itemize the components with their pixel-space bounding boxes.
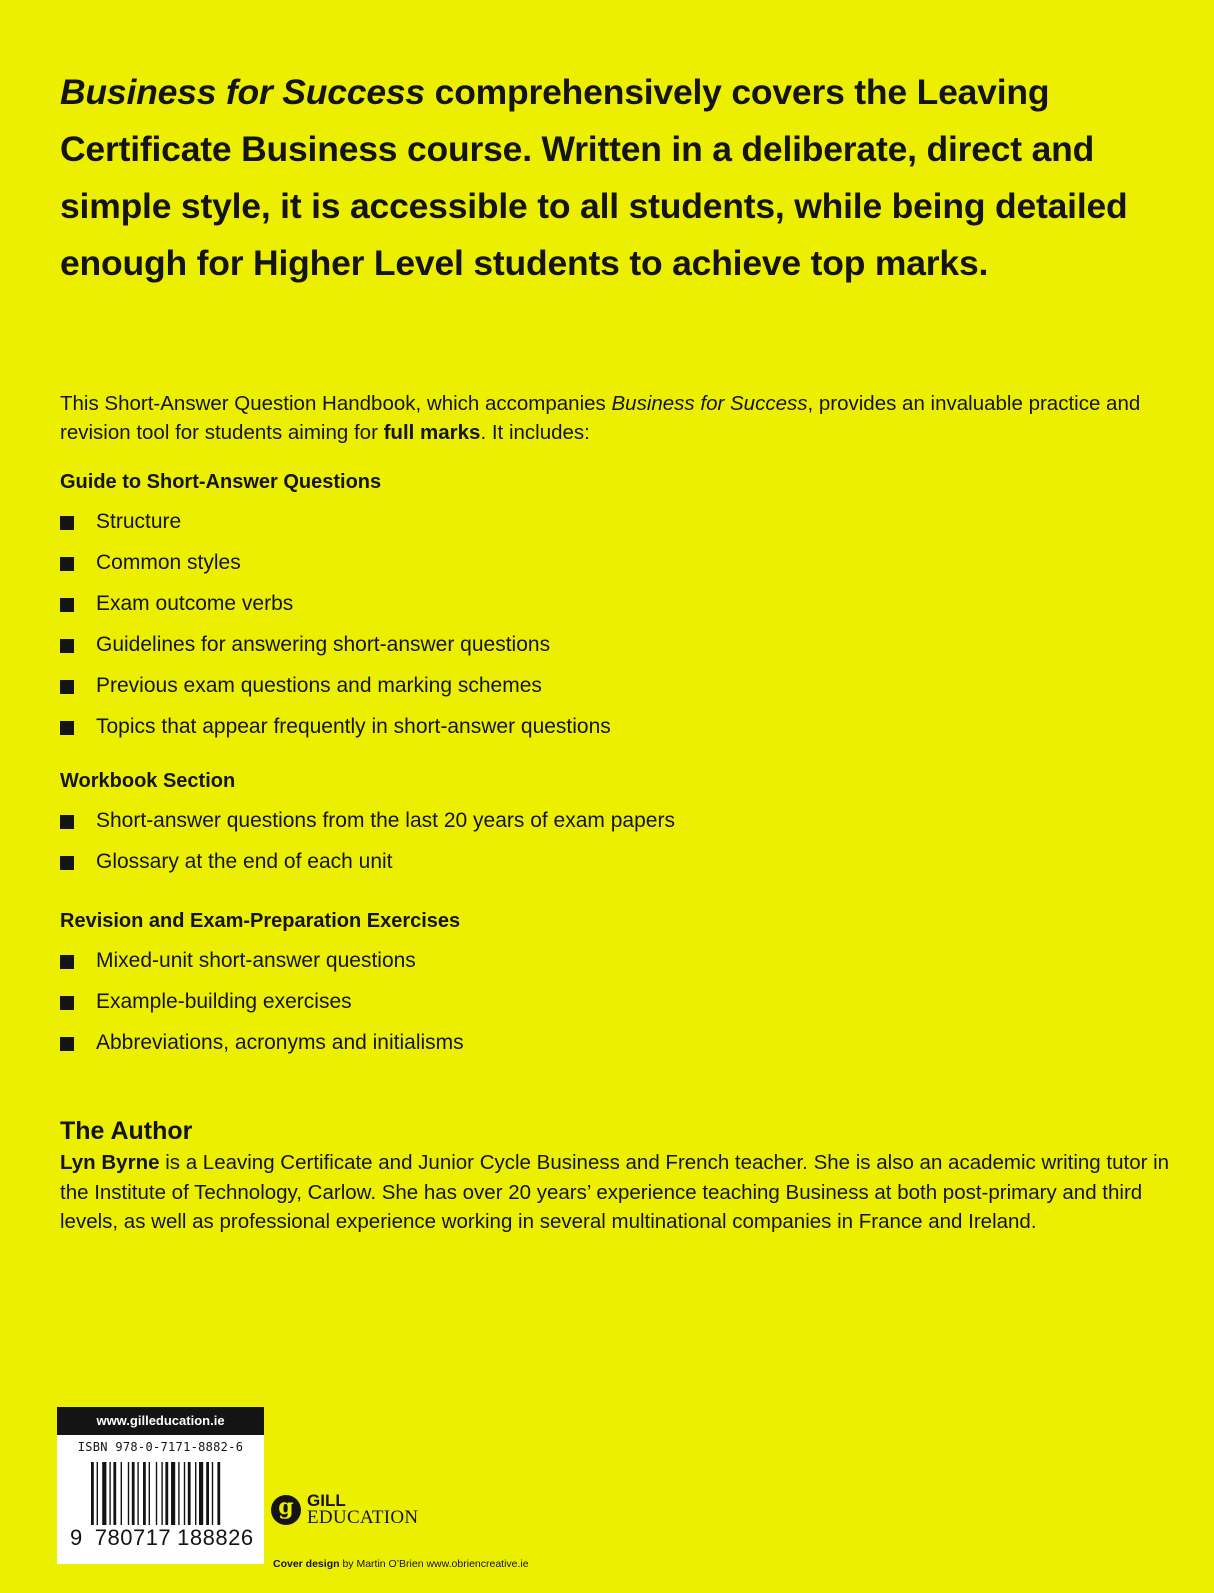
- author-name: Lyn Byrne: [60, 1151, 160, 1174]
- book-title: Business for Success: [60, 72, 425, 112]
- list-item: Previous exam questions and marking schemes: [60, 665, 1160, 706]
- publisher-name-top: GILL: [307, 1491, 346, 1510]
- square-bullet-icon: [60, 598, 74, 612]
- list-item: Glossary at the end of each unit: [60, 841, 1160, 882]
- square-bullet-icon: [60, 815, 74, 829]
- cover-design-credit: Cover design by Martin O’Brien www.obriencreative.ie: [273, 1558, 529, 1570]
- lead-paragraph: Business for Success comprehensively covers the Leaving Certificate Business course. Written in a deliberate, direct and simple style, it is accessible to all students, while being detailed enough for Higher Level students to achieve top marks.: [60, 72, 1128, 283]
- book-title: Business for Success: [611, 392, 808, 415]
- square-bullet-icon: [60, 955, 74, 969]
- square-bullet-icon: [60, 639, 74, 653]
- intro-paragraph: This Short-Answer Question Handbook, which accompanies Business for Success, provides an invaluable practice and revision tool for students aiming for full marks. It includes:: [60, 392, 1141, 444]
- feature-list: [60, 940, 1160, 1063]
- square-bullet-icon: [60, 557, 74, 571]
- square-bullet-icon: [60, 1037, 74, 1051]
- square-bullet-icon: [60, 516, 74, 530]
- list-item: Topics that appear frequently in short-answer questions: [60, 706, 1160, 747]
- list-item: Common styles: [60, 542, 1160, 583]
- ean-number: 9 780717 188826: [70, 1525, 260, 1551]
- author-heading: The Author: [60, 1117, 193, 1145]
- section-heading: Workbook Section: [60, 770, 236, 792]
- square-bullet-icon: [60, 996, 74, 1010]
- isbn-number: ISBN 978-0-7171-8882-6: [77, 1440, 244, 1454]
- feature-list: [60, 501, 1160, 747]
- section-heading: Revision and Exam-Preparation Exercises: [60, 910, 461, 932]
- square-bullet-icon: [60, 721, 74, 735]
- publisher-name-bottom: EDUCATION: [307, 1507, 419, 1528]
- website-url: www.gilleducation.ie: [57, 1407, 264, 1435]
- list-item: Abbreviations, acronyms and initialisms: [60, 1022, 1160, 1063]
- section-guide: [60, 468, 1160, 747]
- square-bullet-icon: [60, 680, 74, 694]
- list-item: Mixed-unit short-answer questions: [60, 940, 1160, 981]
- author-section: [60, 1114, 1180, 1237]
- section-heading: Guide to Short-Answer Questions: [60, 471, 382, 493]
- list-item: Example-building exercises: [60, 981, 1160, 1022]
- list-item: Exam outcome verbs: [60, 583, 1160, 624]
- gill-logo-icon: g: [271, 1495, 301, 1525]
- list-item: Short-answer questions from the last 20 years of exam papers: [60, 800, 1160, 841]
- section-revision: [60, 907, 1160, 1063]
- list-item: Guidelines for answering short-answer questions: [60, 624, 1160, 665]
- list-item: Structure: [60, 501, 1160, 542]
- square-bullet-icon: [60, 856, 74, 870]
- author-bio: Lyn Byrne is a Leaving Certificate and Junior Cycle Business and French teacher. She is also an academic writing tutor in the Institute of Technology, Carlow. She has over 20 years’ experience teaching Business at both post-primary and third levels, as well as professional experience working in several multinational companies in France and Ireland.: [60, 1151, 1170, 1233]
- isbn-barcode-box: [57, 1407, 264, 1564]
- feature-list: [60, 800, 1160, 882]
- section-workbook: [60, 767, 1160, 882]
